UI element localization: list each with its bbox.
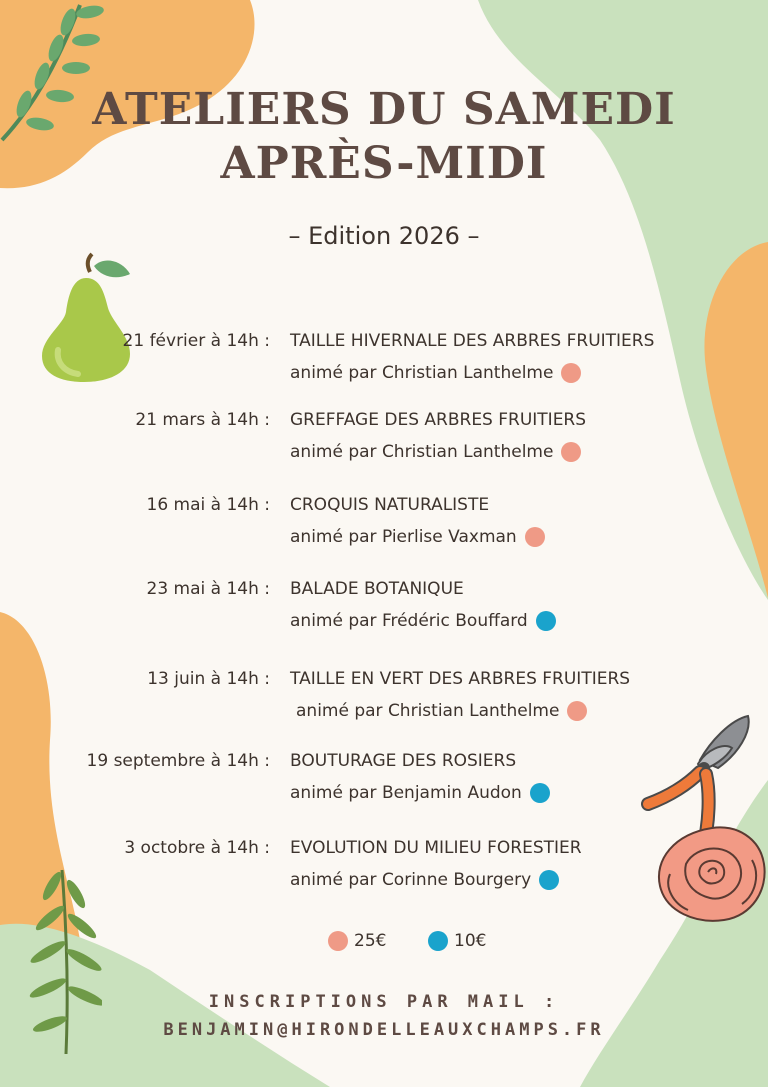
workshop-host bbox=[290, 360, 581, 386]
price-dot-10 bbox=[530, 783, 550, 803]
workshop-title: BALADE BOTANIQUE bbox=[290, 579, 464, 599]
legend-item-10 bbox=[428, 931, 486, 951]
workshop-host-text: animé par Christian Lanthelme bbox=[296, 701, 560, 721]
workshop-title: GREFFAGE DES ARBRES FRUITIERS bbox=[290, 410, 587, 430]
workshop-row bbox=[0, 328, 768, 392]
workshop-host bbox=[290, 524, 545, 550]
page-title-line1: ATELIERS DU SAMEDI bbox=[92, 84, 676, 135]
workshop-date: 21 mars à 14h : bbox=[135, 410, 270, 430]
registration-heading: INSCRIPTIONS PAR MAIL : bbox=[208, 992, 560, 1012]
workshop-host bbox=[290, 867, 559, 893]
workshop-host-text: animé par Corinne Bourgery bbox=[290, 870, 532, 890]
workshop-host-text: animé par Christian Lanthelme bbox=[290, 442, 554, 462]
page-title-line2: APRÈS-MIDI bbox=[220, 138, 548, 189]
workshop-date: 3 octobre à 14h : bbox=[124, 838, 270, 858]
workshop-title: BOUTURAGE DES ROSIERS bbox=[290, 751, 517, 771]
workshop-date: 16 mai à 14h : bbox=[146, 495, 270, 515]
workshop-title: EVOLUTION DU MILIEU FORESTIER bbox=[290, 838, 582, 858]
workshop-title: TAILLE HIVERNALE DES ARBRES FRUITIERS bbox=[290, 331, 655, 351]
legend-price-25: 25€ bbox=[354, 931, 387, 951]
workshop-host-text: animé par Frédéric Bouffard bbox=[290, 611, 528, 631]
edition-subtitle: – Edition 2026 – bbox=[288, 222, 480, 250]
price-dot-25 bbox=[567, 701, 587, 721]
legend-item-25 bbox=[328, 931, 386, 951]
workshop-date: 19 septembre à 14h : bbox=[86, 751, 270, 771]
workshop-host-text: animé par Christian Lanthelme bbox=[290, 363, 554, 383]
workshop-title: CROQUIS NATURALISTE bbox=[290, 495, 490, 515]
price-dot-25 bbox=[561, 363, 581, 383]
workshop-row bbox=[0, 407, 768, 471]
price-dot-25 bbox=[525, 527, 545, 547]
workshop-date: 13 juin à 14h : bbox=[147, 669, 270, 689]
workshop-host bbox=[290, 608, 556, 634]
workshop-host-text: animé par Benjamin Audon bbox=[290, 783, 522, 803]
workshop-row bbox=[0, 576, 768, 640]
price-dot-25 bbox=[328, 931, 348, 951]
legend-price-10: 10€ bbox=[454, 931, 487, 951]
workshop-host-text: animé par Pierlise Vaxman bbox=[290, 527, 517, 547]
workshop-host bbox=[290, 439, 581, 465]
workshop-date: 23 mai à 14h : bbox=[146, 579, 270, 599]
price-dot-10 bbox=[428, 931, 448, 951]
workshop-title: TAILLE EN VERT DES ARBRES FRUITIERS bbox=[290, 669, 631, 689]
price-dot-10 bbox=[539, 870, 559, 890]
price-dot-10 bbox=[536, 611, 556, 631]
price-dot-25 bbox=[561, 442, 581, 462]
workshop-host bbox=[296, 698, 587, 724]
workshop-host bbox=[290, 780, 550, 806]
workshop-date: 21 février à 14h : bbox=[122, 331, 270, 351]
rose-icon bbox=[656, 824, 768, 924]
price-legend bbox=[0, 931, 768, 957]
workshop-row bbox=[0, 492, 768, 556]
registration-email: BENJAMIN@HIRONDELLEAUXCHAMPS.FR bbox=[163, 1020, 605, 1040]
